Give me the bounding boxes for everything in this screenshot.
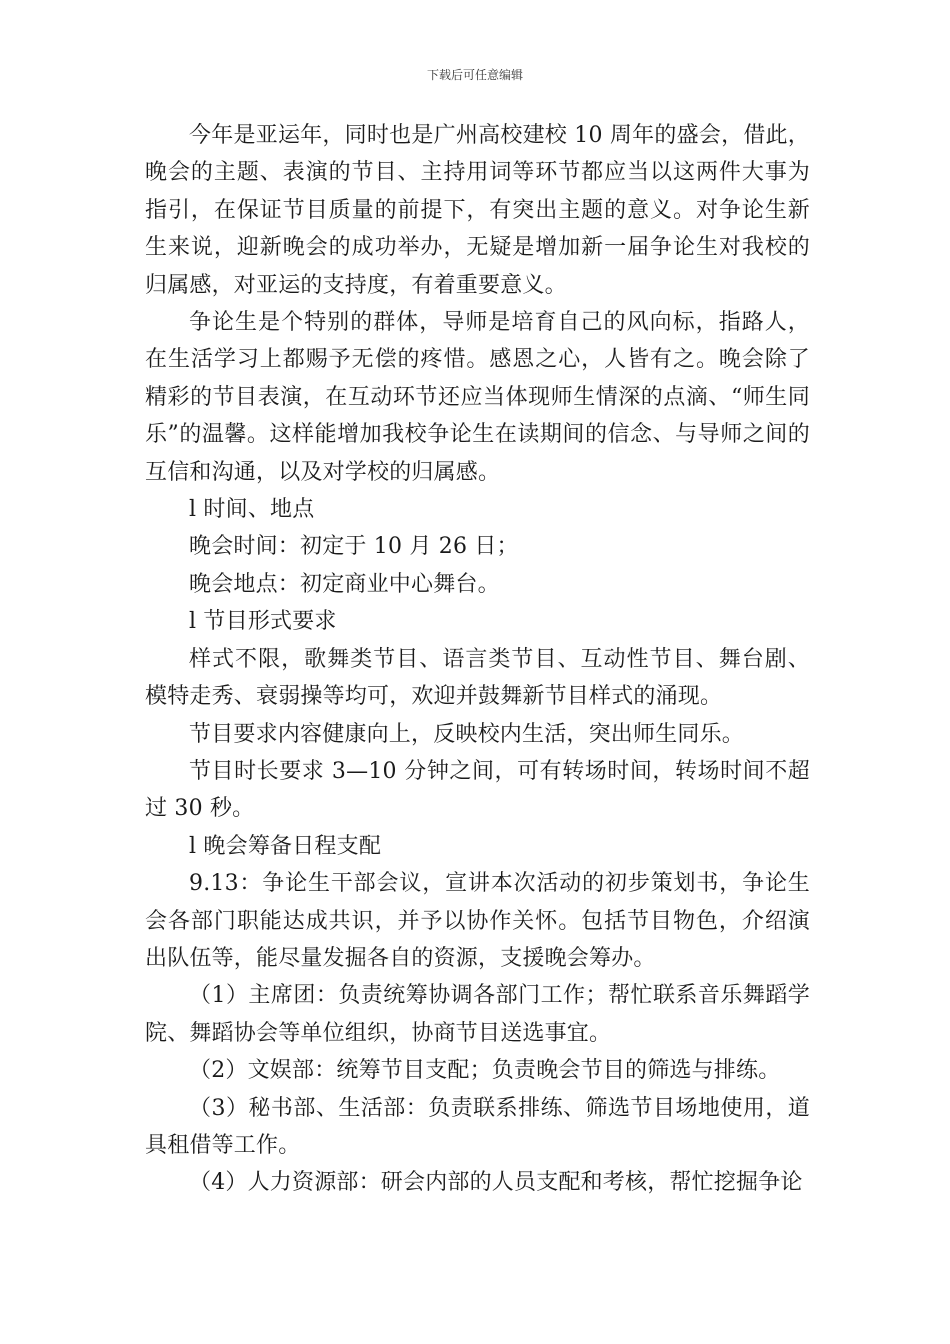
paragraph-schedule-0913: 9.13：争论生干部会议，宣讲本次活动的初步策划书，争论生会各部门职能达成共识，并予以协作关怀。包括节目物色，介绍演出队伍等，能尽量发掘各自的资源，支援晚会筹办。 [145,871,810,971]
list-item-secretariat: （3）秘书部、生活部：负责联系排练、筛选节目场地使用，道具租借等工作。 [145,1095,810,1158]
paragraph-intro: 今年是亚运年，同时也是广州高校建校 10 周年的盛会，借此，晚会的主题、表演的节目、主持用词等环节都应当以这两件大事为指引，在保证节目质量的前提下，有突出主题的意义。对争论生新生来说，迎新晚会的成功举办，无疑是增加新一届争论生对我校的归属感，对亚运的支持度，有着重要意义。 [145,123,810,298]
section-heading-schedule: l 晚会筹备日程支配 [189,833,382,859]
section-heading-program-form: l 节目形式要求 [189,609,337,635]
paragraph-program-duration: 节目时长要求 3—10 分钟之间，可有转场时间，转场时间不超过 30 秒。 [145,758,810,822]
document-body [145,117,810,1202]
paragraph-program-content: 节目要求内容健康向上，反映校内生活，突出师生同乐。 [189,721,745,747]
paragraph-event-place: 晚会地点：初定商业中心舞台。 [189,571,500,597]
paragraph-event-time: 晚会时间：初定于 10 月 26 日； [189,534,519,560]
section-heading-time-place: l 时间、地点 [189,497,315,523]
paragraph-graduate-group: 争论生是个特别的群体，导师是培育自己的风向标，指路人，在生活学习上都赐予无偿的疼惜。感恩之心，人皆有之。晚会除了精彩的节目表演，在互动环节还应当体现师生情深的点滴、“师生同乐”的温馨。这样能增加我校争论生在读期间的信念、与导师之间的互信和沟通，以及对学校的归属感。 [145,310,810,485]
list-item-entertainment: （2）文娱部：统筹节目支配；负责晚会节目的筛选与排练。 [189,1058,781,1084]
paragraph-program-styles: 样式不限，歌舞类节目、语言类节目、互动性节目、舞台剧、模特走秀、衰弱操等均可，欢迎并鼓舞新节目样式的涌现。 [145,646,810,710]
header-note: 下载后可任意编辑 [426,68,523,82]
list-item-presidium: （1）主席团：负责统筹协调各部门工作；帮忙联系音乐舞蹈学院、舞蹈协会等单位组织，协商节目送选事宜。 [145,983,810,1046]
list-item-hr: （4）人力资源部：研会内部的人员支配和考核，帮忙挖掘争论 [189,1170,803,1196]
